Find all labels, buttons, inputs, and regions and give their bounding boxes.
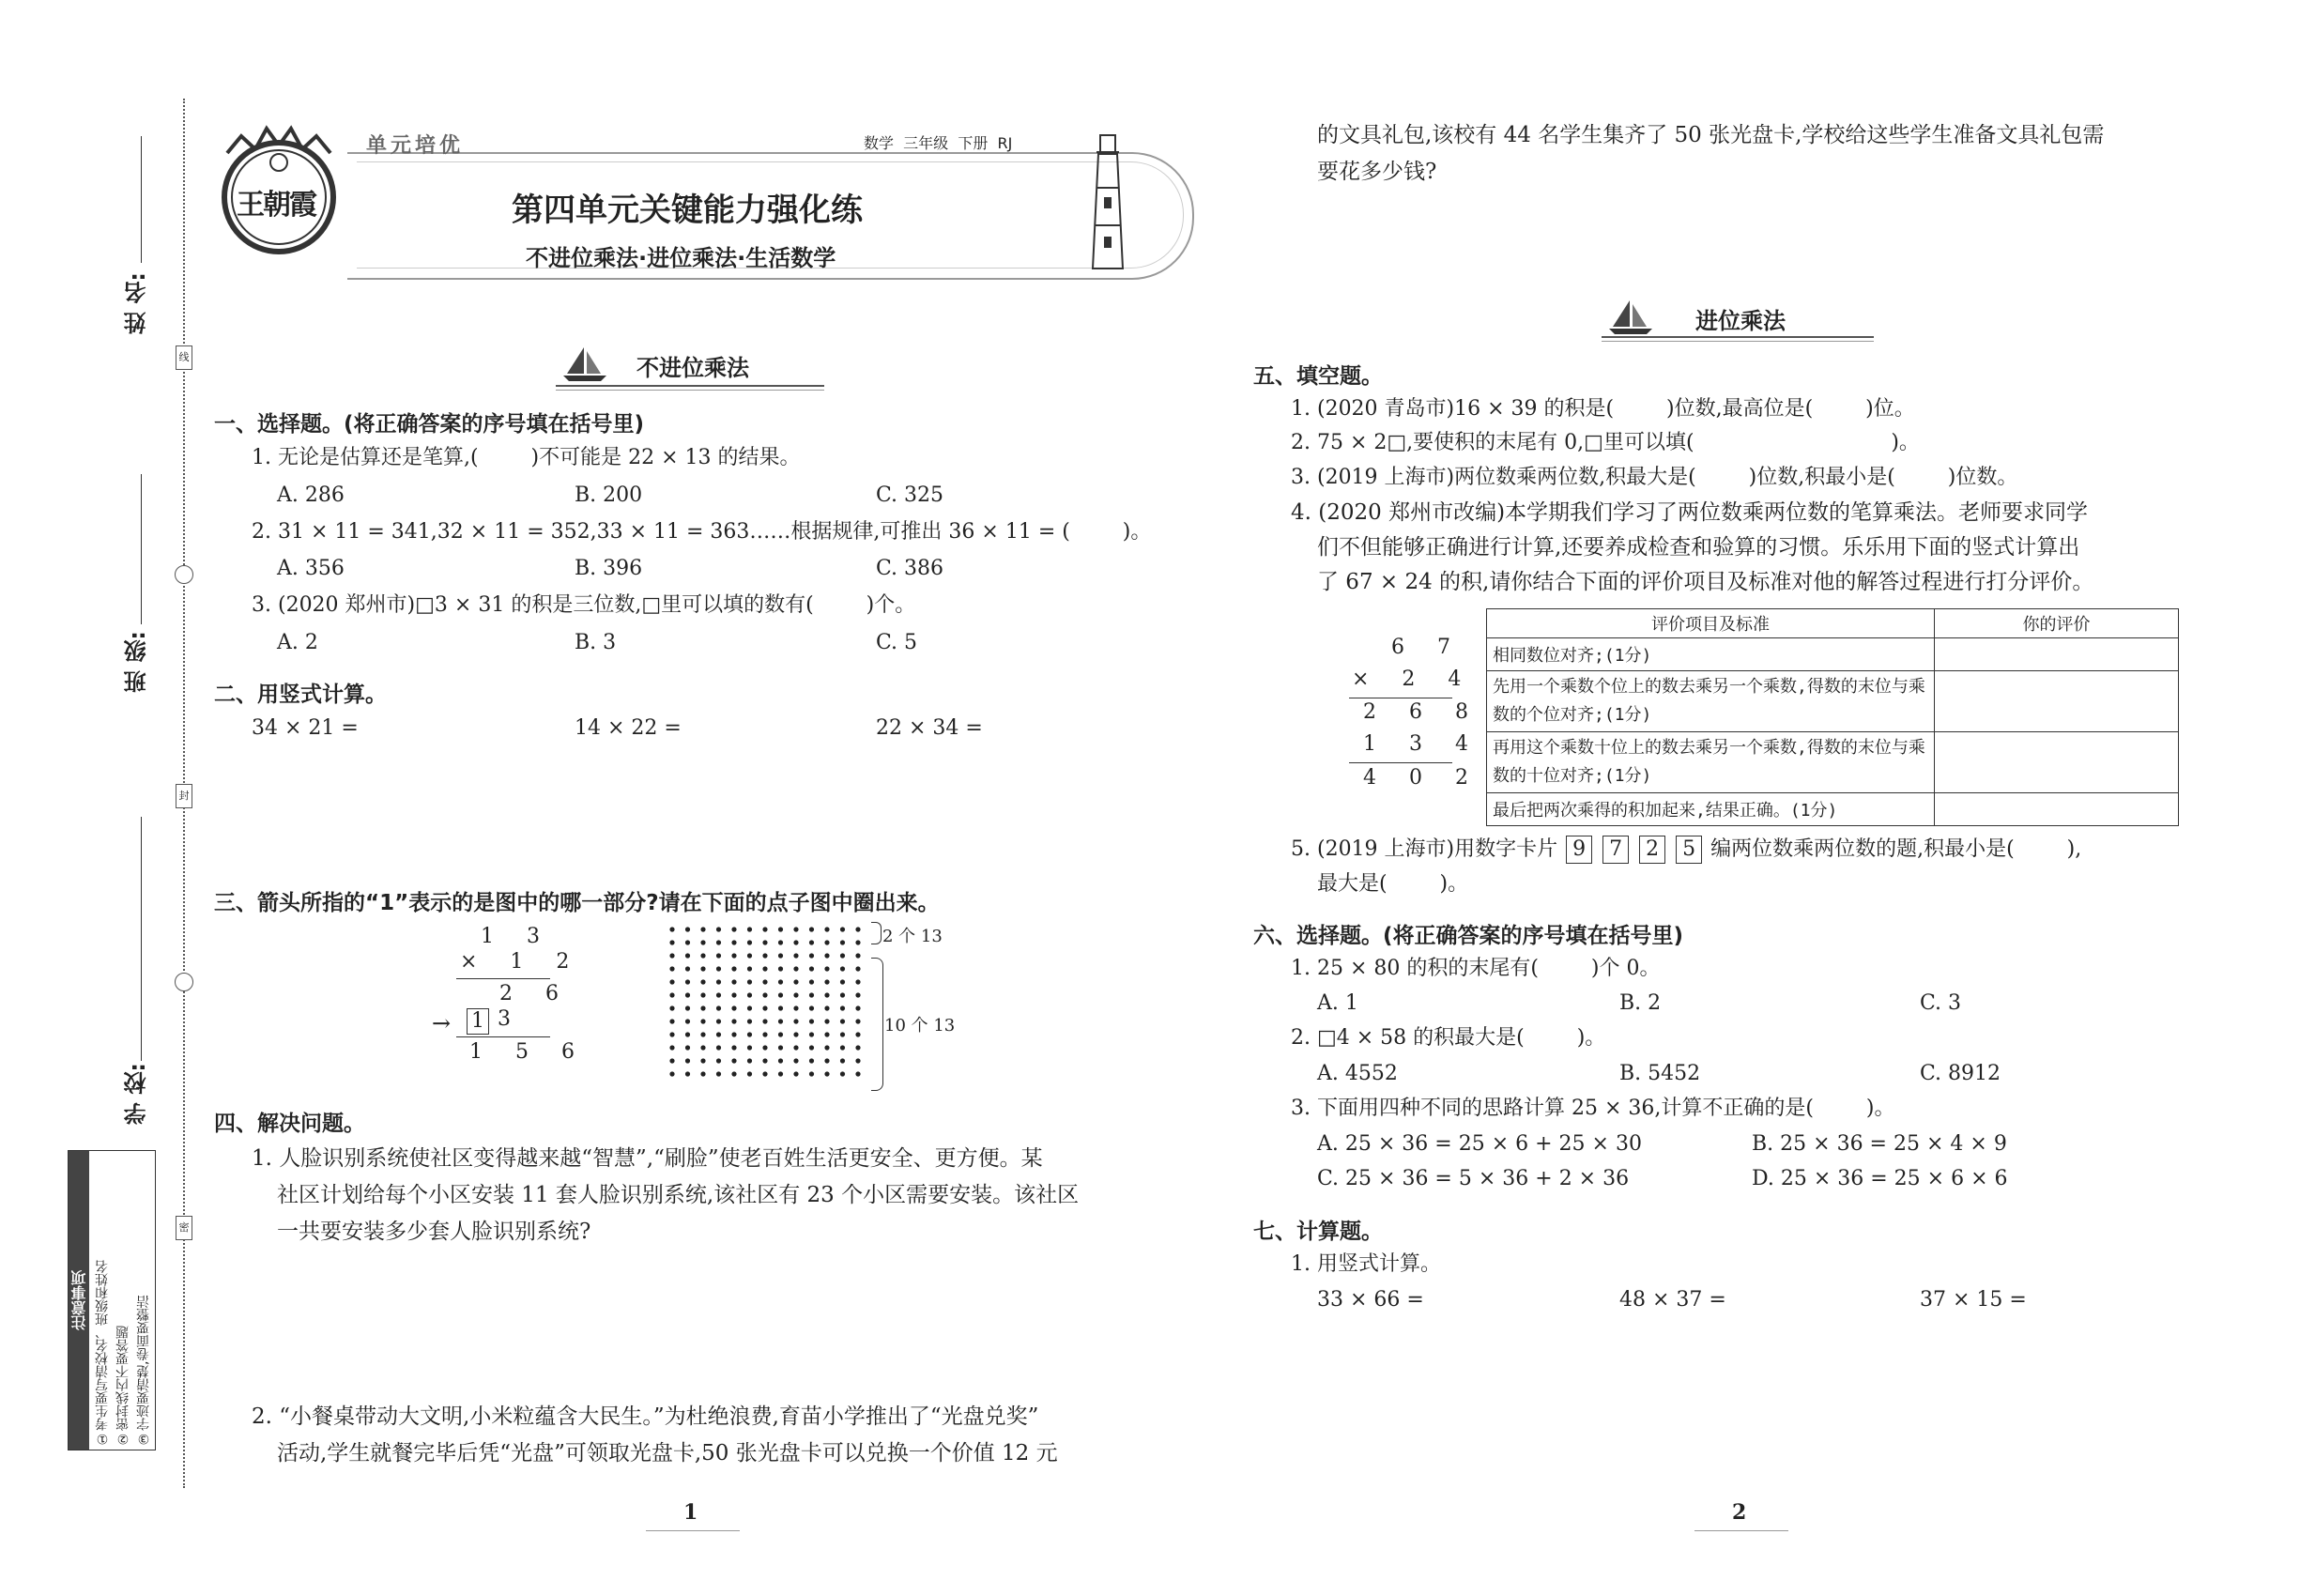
lighthouse-icon: [1080, 131, 1136, 272]
grid-dot: [778, 1071, 783, 1076]
grid-dot: [747, 1045, 752, 1050]
grid-dot: [824, 1071, 829, 1076]
section-title-no-carry: 不进位乘法: [636, 355, 749, 381]
grid-dot: [731, 1019, 736, 1023]
grid-dot: [700, 1005, 705, 1010]
school-line: [141, 817, 142, 1061]
grid-dot: [700, 1071, 705, 1076]
q1-heading: 一、选择题。(将正确答案的序号填在括号里): [214, 412, 645, 437]
unit-tag: 单元培优: [366, 134, 465, 158]
grid-dot: [793, 1058, 798, 1063]
grid-dot: [793, 992, 798, 997]
q2-item-1: 34 × 21 =: [252, 716, 359, 740]
dot-grid: [665, 923, 881, 1087]
grid-dot: [669, 979, 674, 984]
grid-dot: [747, 1032, 752, 1036]
q5-4-calc-row4: 1 3 4: [1363, 732, 1481, 756]
q5-4-line1: 4. (2020 郑州市改编)本学期我们学习了两位数乘两位数的笔算乘法。老师要求同学: [1291, 500, 2089, 525]
grid-dot: [669, 1019, 674, 1023]
table-score-cell-1[interactable]: [1935, 638, 2179, 671]
grid-dot: [855, 1045, 860, 1050]
grid-dot: [855, 1005, 860, 1010]
page-number-2: 2: [1732, 1500, 1747, 1525]
grid-dot: [716, 1005, 721, 1010]
grid-dot: [762, 1005, 767, 1010]
binding-hole-2: [175, 973, 193, 991]
q1-3-opt-c: C. 5: [876, 631, 918, 654]
grid-dot: [685, 1005, 690, 1010]
page-number-1: 1: [683, 1500, 698, 1525]
q2-item-3: 22 × 34 =: [876, 716, 983, 740]
grid-dot: [669, 953, 674, 958]
table-row: [1487, 671, 2179, 732]
grid-dot: [824, 953, 829, 958]
grid-dot: [685, 927, 690, 931]
grid-dot: [685, 953, 690, 958]
label-top: 2 个 13: [882, 927, 943, 946]
grid-dot: [809, 953, 814, 958]
q5-4-line3: 了 67 × 24 的积,请你结合下面的评价项目及标准对他的解答过程进行打分评价。: [1317, 570, 2094, 594]
grid-dot: [809, 992, 814, 997]
q5-5-post: 编两位数乘两位数的题,积最小是( ),: [1710, 837, 2082, 861]
q6-1-opt-a: A. 1: [1317, 991, 1358, 1015]
table-row: [1487, 638, 2179, 671]
grid-dot: [762, 953, 767, 958]
grid-dot: [731, 1032, 736, 1036]
grid-dot: [731, 1058, 736, 1063]
table-header-score: 你的评价: [1935, 609, 2179, 638]
grid-dot: [809, 927, 814, 931]
q3-heading: 三、箭头所指的“1”表示的是图中的哪一部分?请在下面的点子图中圈出来。: [214, 891, 940, 915]
grid-dot: [793, 1019, 798, 1023]
q7-sub: 1. 用竖式计算。: [1291, 1252, 1441, 1276]
q1-2-opt-a: A. 356: [277, 557, 345, 580]
grid-dot: [793, 1005, 798, 1010]
grid-dot: [824, 940, 829, 944]
grid-dot: [793, 953, 798, 958]
q3-boxed-digit: 1: [467, 1008, 489, 1035]
grid-dot: [716, 953, 721, 958]
header-meta: 数学 三年级 下册 RJ: [864, 134, 1013, 152]
q3-calc-row2: × 1 2: [460, 950, 583, 974]
section-underline-2: [556, 390, 824, 391]
grid-dot: [840, 1019, 845, 1023]
grid-dot: [840, 953, 845, 958]
q5-4-calc-row2: × 2 4: [1352, 668, 1475, 691]
grid-dot: [716, 1058, 721, 1063]
digit-card-1: 9: [1566, 836, 1592, 864]
grid-dot: [747, 979, 752, 984]
q2-item-2: 14 × 22 =: [575, 716, 682, 740]
grid-dot: [669, 992, 674, 997]
grid-dot: [778, 1058, 783, 1063]
grid-dot: [809, 1005, 814, 1010]
brand-name: 王朝霞: [237, 189, 315, 222]
grid-dot: [669, 1005, 674, 1010]
grid-dot: [700, 979, 705, 984]
grid-dot: [731, 1005, 736, 1010]
grid-dot: [855, 966, 860, 971]
grid-dot: [855, 940, 860, 944]
grid-dot: [731, 992, 736, 997]
grid-dot: [778, 927, 783, 931]
grid-dot: [747, 1058, 752, 1063]
grid-dot: [700, 992, 705, 997]
q6-3-opt-a: A. 25 × 36 = 25 × 6 + 25 × 30: [1317, 1132, 1642, 1156]
q1-1-opt-a: A. 286: [277, 483, 345, 507]
grid-dot: [762, 1071, 767, 1076]
grid-dot: [747, 927, 752, 931]
q3-calc-line2: [456, 1036, 550, 1037]
name-label: 姓 名:: [124, 272, 150, 334]
grid-dot: [824, 1019, 829, 1023]
q5-2: 2. 75 × 2□,要使积的末尾有 0,□里可以填( )。: [1291, 431, 1920, 454]
grid-dot: [747, 953, 752, 958]
grid-dot: [685, 940, 690, 944]
q4-2-line1: 2. “小餐桌带动大文明,小米粒蕴含大民生。”为杜绝浪费,育苗小学推出了“光盘兑奖”: [252, 1404, 1039, 1429]
q3-calc-row4: 3: [498, 1007, 524, 1031]
grid-dot: [700, 1058, 705, 1063]
evaluation-table: [1486, 608, 2179, 826]
table-row: [1487, 793, 2179, 826]
grid-dot: [716, 992, 721, 997]
grid-dot: [793, 1032, 798, 1036]
binding-hole-1: [175, 565, 193, 584]
grid-dot: [824, 1045, 829, 1050]
grid-dot: [700, 966, 705, 971]
grid-dot: [809, 1058, 814, 1063]
grid-dot: [778, 1045, 783, 1050]
grid-dot: [840, 992, 845, 997]
grid-dot: [669, 966, 674, 971]
grid-dot: [778, 966, 783, 971]
q6-1-opt-c: C. 3: [1920, 991, 1962, 1015]
school-label: 学 校:: [124, 1063, 150, 1125]
q5-3: 3. (2019 上海市)两位数乘两位数,积最大是( )位数,积最小是( )位数。: [1291, 466, 2018, 489]
grid-dot: [793, 1045, 798, 1050]
q4-1-line1: 1. 人脸识别系统使社区变得越来越“智慧”,“刷脸”使老百姓生活更安全、更方便。某: [252, 1146, 1043, 1171]
q6-3: 3. 下面用四种不同的思路计算 25 × 36,计算不正确的是( )。: [1291, 1097, 1895, 1120]
q5-4-line2: 们不但能够正确进行计算,还要养成检查和验算的习惯。乐乐用下面的竖式计算出: [1317, 535, 2080, 560]
q7-heading: 七、计算题。: [1253, 1220, 1383, 1244]
q5-4-calc-row1: 6 7: [1391, 636, 1464, 659]
grid-dot: [840, 1005, 845, 1010]
q1-2-opt-c: C. 386: [876, 557, 944, 580]
page-number-1-deco: [646, 1530, 740, 1531]
section-underline-4: [1602, 341, 1874, 342]
grid-dot: [747, 1019, 752, 1023]
grid-dot: [669, 1032, 674, 1036]
q5-5-line1: [1291, 835, 2081, 865]
grid-dot: [762, 927, 767, 931]
grid-dot: [716, 1045, 721, 1050]
grid-dot: [700, 1045, 705, 1050]
grid-dot: [824, 927, 829, 931]
section-title-carry: 进位乘法: [1695, 308, 1786, 334]
grid-dot: [855, 1058, 860, 1063]
table-header-criteria: 评价项目及标准: [1487, 609, 1935, 638]
grid-dot: [840, 1032, 845, 1036]
grid-dot: [840, 979, 845, 984]
q7-item-2: 48 × 37 =: [1619, 1288, 1726, 1312]
grid-dot: [685, 1019, 690, 1023]
grid-dot: [793, 1071, 798, 1076]
grid-dot: [762, 1032, 767, 1036]
table-score-cell-2[interactable]: [1935, 671, 2179, 732]
digit-card-2: 7: [1602, 836, 1629, 864]
q5-1: 1. (2020 青岛市)16 × 39 的积是( )位数,最高位是( )位。: [1291, 397, 1915, 421]
grid-dot: [731, 979, 736, 984]
q3-calc-row3: 2 6: [499, 982, 572, 1005]
grid-dot: [685, 1058, 690, 1063]
seal-mark-mid: 封: [176, 784, 192, 808]
class-label: 班 级:: [124, 631, 150, 693]
q5-heading: 五、填空题。: [1253, 364, 1383, 389]
grid-dot: [747, 1071, 752, 1076]
grid-dot: [840, 1058, 845, 1063]
grid-dot: [778, 979, 783, 984]
brand-logo: [208, 117, 349, 258]
q5-4-calc-row3: 2 6 8: [1363, 700, 1481, 724]
q3-calc-row5: 1 5 6: [469, 1040, 588, 1064]
grid-dot: [840, 1071, 845, 1076]
sailboat-icon: [561, 345, 608, 387]
grid-dot: [685, 1032, 690, 1036]
grid-dot: [716, 979, 721, 984]
q4-2-cont-line1: 的文具礼包,该校有 44 名学生集齐了 50 张光盘卡,学校给这些学生准备文具礼包需: [1317, 123, 2105, 147]
class-line: [141, 474, 142, 624]
digit-card-4: 5: [1676, 836, 1702, 864]
grid-dot: [685, 1071, 690, 1076]
section-underline: [556, 385, 824, 387]
q4-1-line2: 社区计划给每个小区安装 11 套人脸识别系统,该社区有 23 个小区需要安装。该社区: [277, 1183, 1080, 1207]
grid-dot: [747, 992, 752, 997]
q3-calc-row1: 1 3: [481, 925, 553, 948]
q6-3-opt-b: B. 25 × 36 = 25 × 4 × 9: [1752, 1132, 2007, 1156]
q1-2: 2. 31 × 11 = 341,32 × 11 = 352,33 × 11 = 363……根据规律,可推出 36 × 11 = ( )。: [252, 520, 1152, 544]
notice-title: 注意事项: [69, 1151, 89, 1450]
grid-dot: [716, 966, 721, 971]
page-title: 第四单元关键能力强化练: [512, 192, 863, 229]
q4-heading: 四、解决问题。: [214, 1112, 365, 1136]
q4-2-cont-line2: 要花多少钱?: [1317, 160, 1437, 184]
table-criteria-4: 最后把两次乘得的积加起来,结果正确。(1分): [1487, 793, 1935, 826]
grid-dot: [762, 979, 767, 984]
q7-item-3: 37 × 15 =: [1920, 1288, 2027, 1312]
grid-dot: [778, 992, 783, 997]
seal-mark-bottom: 密: [176, 1216, 192, 1240]
q5-4-line-b: [1349, 762, 1452, 763]
q1-3-opt-a: A. 2: [277, 631, 318, 654]
grid-dot: [824, 1058, 829, 1063]
grid-dot: [716, 1071, 721, 1076]
q2-heading: 二、用竖式计算。: [214, 683, 387, 707]
q6-1: 1. 25 × 80 的积的末尾有( )个 0。: [1291, 957, 1661, 980]
grid-dot: [669, 1058, 674, 1063]
grid-dot: [685, 992, 690, 997]
table-score-cell-3[interactable]: [1935, 732, 2179, 793]
q6-2-opt-a: A. 4552: [1317, 1062, 1398, 1085]
grid-dot: [778, 1032, 783, 1036]
grid-dot: [700, 953, 705, 958]
grid-dot: [700, 927, 705, 931]
grid-dot: [731, 1045, 736, 1050]
grid-dot: [731, 927, 736, 931]
grid-dot: [840, 1045, 845, 1050]
q6-2-opt-c: C. 8912: [1920, 1062, 2001, 1085]
grid-dot: [855, 1032, 860, 1036]
digit-card-3: 2: [1639, 836, 1665, 864]
grid-dot: [778, 940, 783, 944]
grid-dot: [840, 927, 845, 931]
table-criteria-3: 再用这个乘数十位上的数去乘另一个乘数,得数的末位与乘数的十位对齐;(1分): [1487, 732, 1935, 793]
grid-dot: [809, 1045, 814, 1050]
grid-dot: [855, 927, 860, 931]
grid-dot: [716, 940, 721, 944]
grid-dot: [840, 940, 845, 944]
q4-1-line3: 一共要安装多少套人脸识别系统?: [277, 1220, 591, 1244]
q1-1-opt-c: C. 325: [876, 483, 944, 507]
notice-item-1: ①考生要写清校名、班级和姓名: [95, 1260, 110, 1446]
q1-1: 1. 无论是估算还是笔算,( )不可能是 22 × 13 的结果。: [252, 446, 801, 469]
grid-dot: [824, 966, 829, 971]
grid-dot: [685, 979, 690, 984]
grid-dot: [778, 1005, 783, 1010]
brace-right-icon: [871, 958, 883, 1091]
q5-5-line2: 最大是( )。: [1317, 872, 1469, 896]
q1-3: 3. (2020 郑州市)□3 × 31 的积是三位数,□里可以填的数有( )个。: [252, 593, 916, 617]
brace-top-icon: [871, 922, 882, 944]
grid-dot: [793, 966, 798, 971]
q3-calc-line1: [456, 978, 550, 979]
table-criteria-1: 相同数位对齐;(1分): [1487, 638, 1935, 671]
grid-dot: [855, 992, 860, 997]
q5-4-calc-row5: 4 0 2: [1363, 766, 1481, 790]
grid-dot: [700, 940, 705, 944]
grid-dot: [793, 940, 798, 944]
grid-dot: [747, 940, 752, 944]
sailboat-icon-2: [1607, 299, 1654, 340]
grid-dot: [669, 1071, 674, 1076]
notice-item-3: ③字迹要清楚,卷面要整洁: [136, 1295, 151, 1446]
grid-dot: [809, 979, 814, 984]
grid-dot: [747, 966, 752, 971]
q6-heading: 六、选择题。(将正确答案的序号填在括号里): [1253, 924, 1684, 948]
arrow-icon: →: [432, 1010, 452, 1036]
grid-dot: [731, 1071, 736, 1076]
grid-dot: [809, 940, 814, 944]
q7-item-1: 33 × 66 =: [1317, 1288, 1424, 1312]
grid-dot: [762, 966, 767, 971]
page-number-2-deco: [1694, 1530, 1788, 1531]
q6-2: 2. □4 × 58 的积最大是( )。: [1291, 1026, 1606, 1050]
grid-dot: [731, 953, 736, 958]
grid-dot: [716, 927, 721, 931]
grid-dot: [824, 1032, 829, 1036]
grid-dot: [855, 1019, 860, 1023]
notice-item-2: ②密封线内不要答题: [115, 1326, 130, 1446]
grid-dot: [824, 1005, 829, 1010]
grid-dot: [669, 1045, 674, 1050]
q4-2-line2: 活动,学生就餐完毕后凭“光盘”可领取光盘卡,50 张光盘卡可以兑换一个价值 12 元: [277, 1441, 1058, 1466]
grid-dot: [809, 1071, 814, 1076]
q1-1-opt-b: B. 200: [575, 483, 643, 507]
grid-dot: [855, 953, 860, 958]
grid-dot: [669, 927, 674, 931]
grid-dot: [809, 1019, 814, 1023]
notice-box: [68, 1150, 156, 1450]
grid-dot: [700, 1019, 705, 1023]
grid-dot: [809, 966, 814, 971]
q5-5-pre: 5. (2019 上海市)用数字卡片: [1291, 837, 1558, 861]
section-underline-3: [1602, 336, 1874, 338]
grid-dot: [762, 1045, 767, 1050]
grid-dot: [685, 966, 690, 971]
q6-3-opt-d: D. 25 × 36 = 25 × 6 × 6: [1752, 1167, 2008, 1190]
grid-dot: [731, 940, 736, 944]
grid-dot: [824, 979, 829, 984]
grid-dot: [716, 1019, 721, 1023]
grid-dot: [778, 953, 783, 958]
grid-dot: [824, 992, 829, 997]
grid-dot: [669, 940, 674, 944]
table-criteria-2: 先用一个乘数个位上的数去乘另一个乘数,得数的末位与乘数的个位对齐;(1分): [1487, 671, 1935, 732]
grid-dot: [809, 1032, 814, 1036]
q6-3-opt-c: C. 25 × 36 = 5 × 36 + 2 × 36: [1317, 1167, 1630, 1190]
grid-dot: [793, 927, 798, 931]
grid-dot: [855, 979, 860, 984]
q1-2-opt-b: B. 396: [575, 557, 643, 580]
table-row: [1487, 732, 2179, 793]
grid-dot: [685, 1045, 690, 1050]
grid-dot: [840, 966, 845, 971]
grid-dot: [731, 966, 736, 971]
grid-dot: [747, 1005, 752, 1010]
q6-1-opt-b: B. 2: [1619, 991, 1662, 1015]
q6-2-opt-b: B. 5452: [1619, 1062, 1701, 1085]
q1-3-opt-b: B. 3: [575, 631, 617, 654]
grid-dot: [716, 1032, 721, 1036]
label-right: 10 个 13: [884, 1016, 956, 1036]
page-subtitle: 不进位乘法·进位乘法·生活数学: [526, 245, 836, 271]
grid-dot: [762, 1019, 767, 1023]
grid-dot: [762, 940, 767, 944]
grid-dot: [778, 1019, 783, 1023]
table-header-row: [1487, 609, 2179, 638]
grid-dot: [762, 992, 767, 997]
grid-dot: [793, 979, 798, 984]
grid-dot: [762, 1058, 767, 1063]
grid-dot: [700, 1032, 705, 1036]
seal-mark-top: 线: [176, 345, 192, 370]
name-line: [141, 136, 142, 263]
grid-dot: [855, 1071, 860, 1076]
table-score-cell-4[interactable]: [1935, 793, 2179, 826]
